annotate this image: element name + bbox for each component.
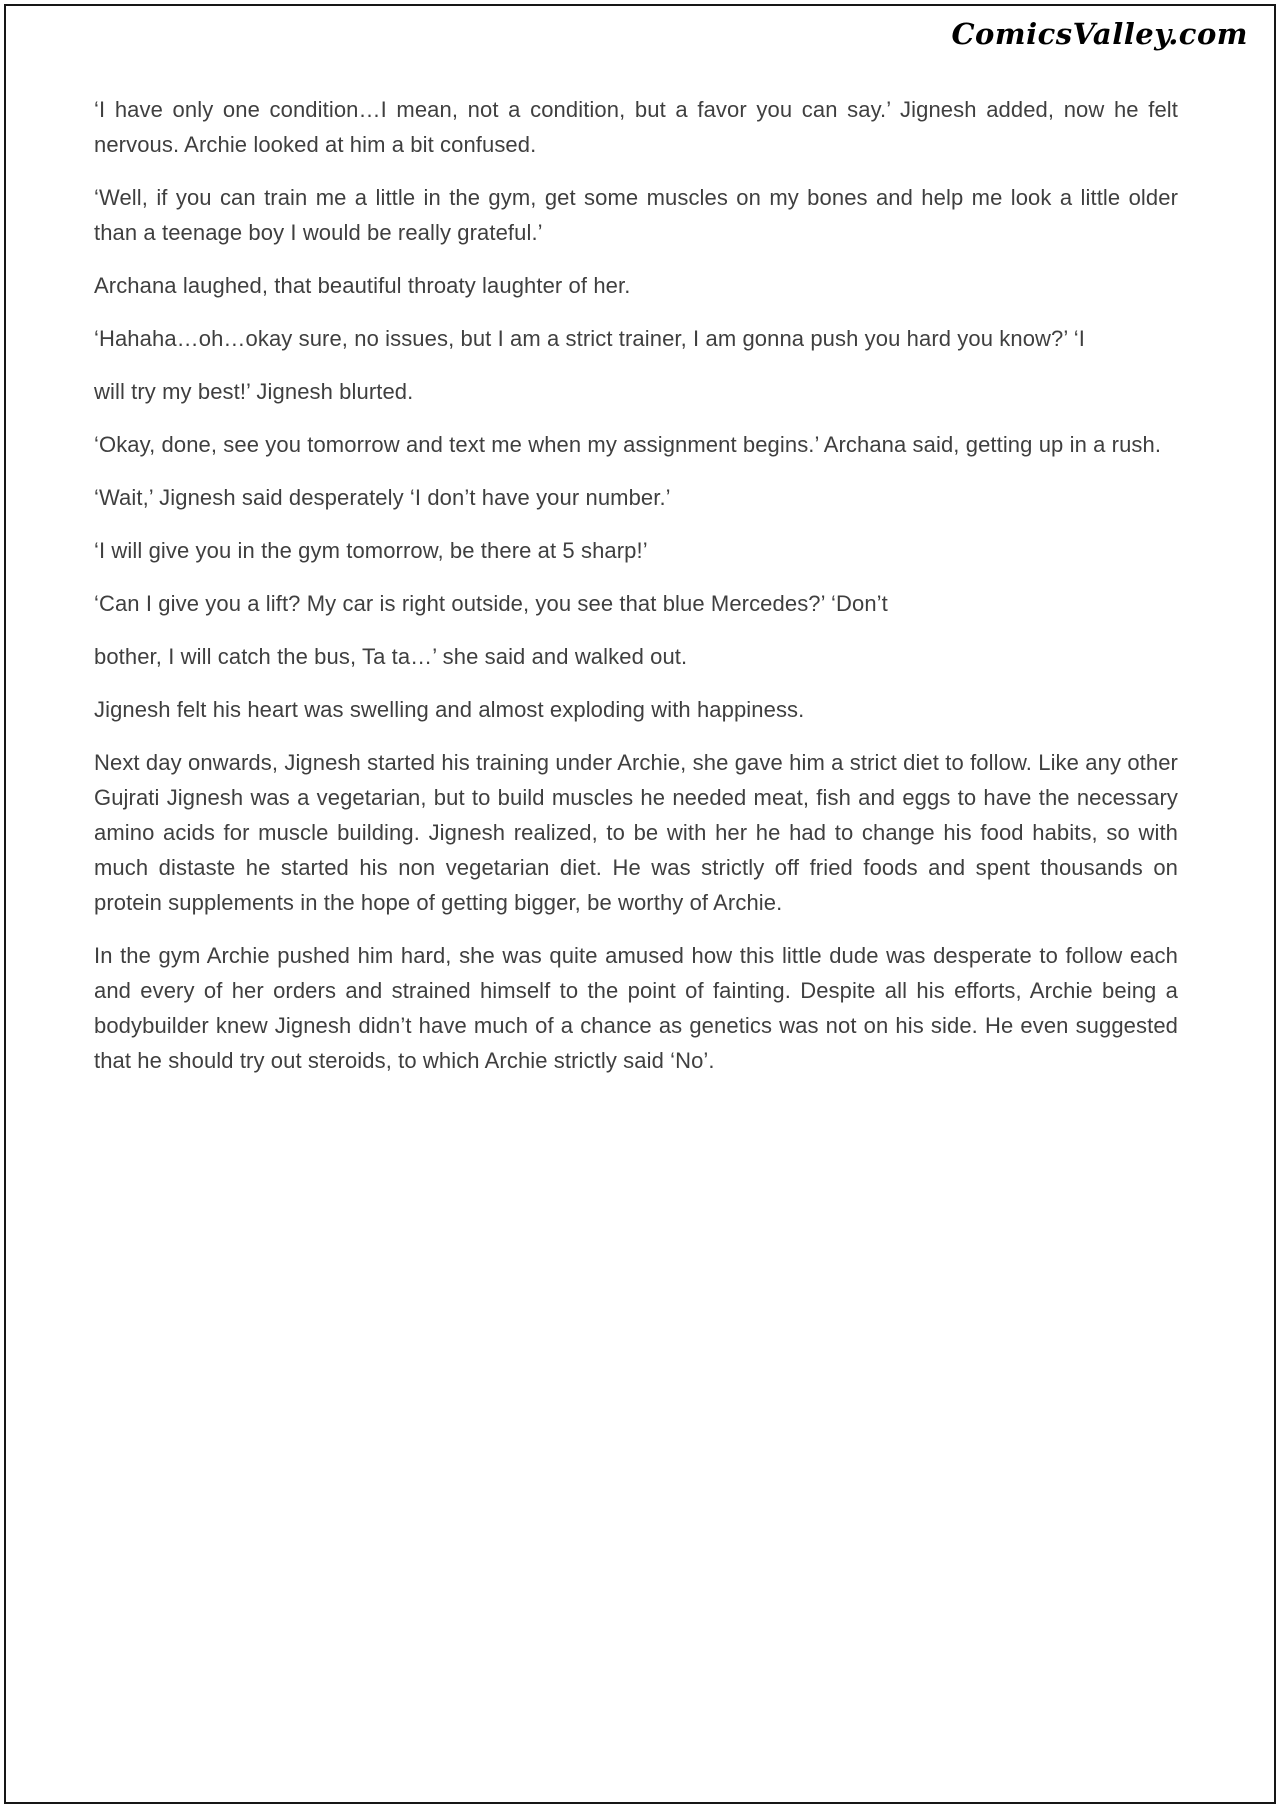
paragraph: Jignesh felt his heart was swelling and almost exploding with happiness. (94, 697, 805, 722)
document-page (4, 4, 1276, 1804)
paragraph: Next day onwards, Jignesh started his training under Archie, she gave him a strict diet to follow. Like any other Gujrati Jignesh was a vegetarian, but to build muscles he needed meat, fish and eggs to have the necessary amino acids for muscle building. Jignesh realized, to be with her he had to change his food habits, so with much distaste he started his non vegetarian diet. He was strictly off fried foods and spent thousands on protein supplements in the hope of getting bigger, be worthy of Archie. (94, 750, 1178, 915)
paragraph: bother, I will catch the bus, Ta ta…’ she said and walked out. (94, 644, 688, 669)
paragraph: In the gym Archie pushed him hard, she was quite amused how this little dude was desperate to follow each and every of her orders and strained himself to the point of fainting. Despite all his efforts, Archie being a bodybuilder knew Jignesh didn’t have much of a chance as genetics was not on his side. He even suggested that he should try out steroids, to which Archie strictly said ‘No’. (94, 943, 1178, 1073)
paragraph: Archana laughed, that beautiful throaty laughter of her. (94, 273, 631, 298)
paragraph: will try my best!’ Jignesh blurted. (94, 379, 414, 404)
paragraph: ‘I have only one condition…I mean, not a condition, but a favor you can say.’ Jignesh added, now he felt nervous. Archie looked at him a bit confused. (94, 97, 1178, 157)
paragraph: ‘Wait,’ Jignesh said desperately ‘I don’t have your number.’ (94, 485, 671, 510)
page-header (6, 6, 1274, 50)
story-text-block (6, 50, 1274, 1078)
paragraph: ‘I will give you in the gym tomorrow, be there at 5 sharp!’ (94, 538, 648, 563)
site-logo: ComicsValley.com (951, 17, 1248, 51)
paragraph: ‘Hahaha…oh…okay sure, no issues, but I am a strict trainer, I am gonna push you hard you know?’ ‘I (94, 326, 1085, 351)
paragraph: ‘Can I give you a lift? My car is right outside, you see that blue Mercedes?’ ‘Don’t (94, 591, 888, 616)
paragraph: ‘Well, if you can train me a little in the gym, get some muscles on my bones and help me look a little older than a teenage boy I would be really grateful.’ (94, 185, 1178, 245)
paragraph: ‘Okay, done, see you tomorrow and text me when my assignment begins.’ Archana said, getting up in a rush. (94, 432, 1162, 457)
